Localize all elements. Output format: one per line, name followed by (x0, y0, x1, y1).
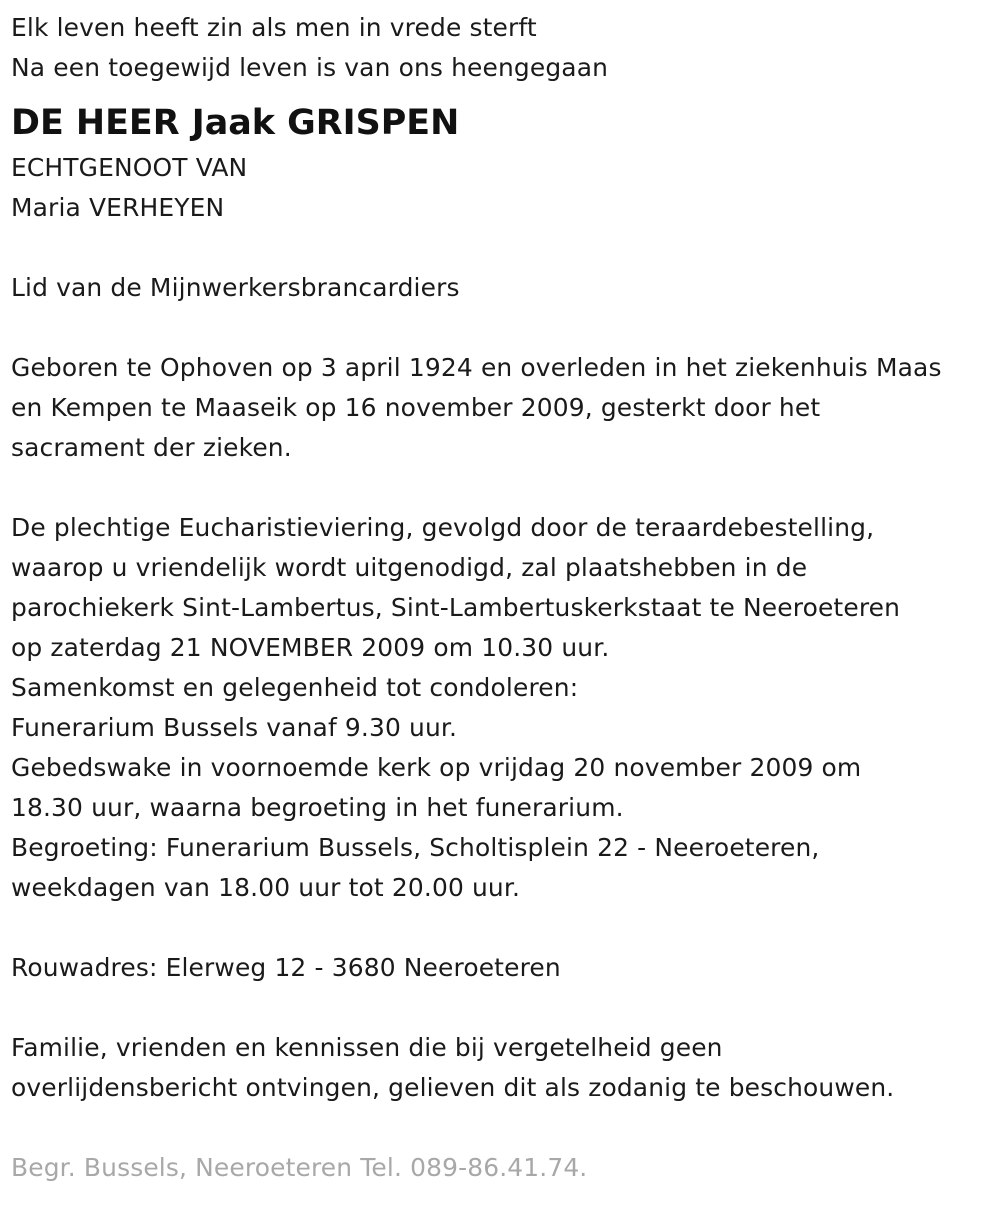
ceremony-line: Gebedswake in voornoemde kerk op vrijdag 20 november 2009 om (11, 753, 862, 782)
ceremony-line: weekdagen van 18.00 uur tot 20.00 uur. (11, 873, 521, 902)
notice-line: overlijdensbericht ontvingen, gelieven dit als zodanig te beschouwen. (11, 1073, 895, 1102)
spacer (11, 908, 996, 948)
spacer (11, 308, 996, 348)
spacer (11, 988, 996, 1028)
obituary-notice (11, 8, 996, 1188)
notice-line: Familie, vrienden en kennissen die bij vergetelheid geen (11, 1033, 723, 1062)
spacer (11, 468, 996, 508)
birth-death-line: en Kempen te Maaseik op 16 november 2009, gesterkt door het (11, 393, 821, 422)
intro-line: Elk leven heeft zin als men in vrede sterft (11, 13, 537, 42)
intro-line: Na een toegewijd leven is van ons heengegaan (11, 53, 609, 82)
ceremony-line: De plechtige Eucharistieviering, gevolgd door de teraardebestelling, (11, 513, 875, 542)
birth-death-line: Geboren te Ophoven op 3 april 1924 en overleden in het ziekenhuis Maas (11, 353, 942, 382)
spacer (11, 1108, 996, 1148)
ceremony-line: Begroeting: Funerarium Bussels, Scholtisplein 22 - Neeroeteren, (11, 833, 820, 862)
ceremony-line: waarop u vriendelijk wordt uitgenodigd, zal plaatshebben in de (11, 553, 808, 582)
funeral-home-footer: Begr. Bussels, Neeroeteren Tel. 089-86.41.74. (11, 1153, 588, 1182)
ceremony-line: parochiekerk Sint-Lambertus, Sint-Lambertuskerkstaat te Neeroeteren (11, 593, 901, 622)
spouse-label: ECHTGENOOT VAN (11, 153, 248, 182)
ceremony-line: op zaterdag 21 NOVEMBER 2009 om 10.30 uur. (11, 633, 610, 662)
ceremony-line: 18.30 uur, waarna begroeting in het funerarium. (11, 793, 624, 822)
deceased-name: DE HEER Jaak GRISPEN (11, 103, 460, 143)
ceremony-line: Funerarium Bussels vanaf 9.30 uur. (11, 713, 458, 742)
ceremony-line: Samenkomst en gelegenheid tot condoleren: (11, 673, 579, 702)
mourning-address: Rouwadres: Elerweg 12 - 3680 Neeroeteren (11, 953, 561, 982)
spouse-name: Maria VERHEYEN (11, 193, 225, 222)
membership: Lid van de Mijnwerkersbrancardiers (11, 273, 460, 302)
birth-death-line: sacrament der zieken. (11, 433, 292, 462)
spacer (11, 228, 996, 268)
